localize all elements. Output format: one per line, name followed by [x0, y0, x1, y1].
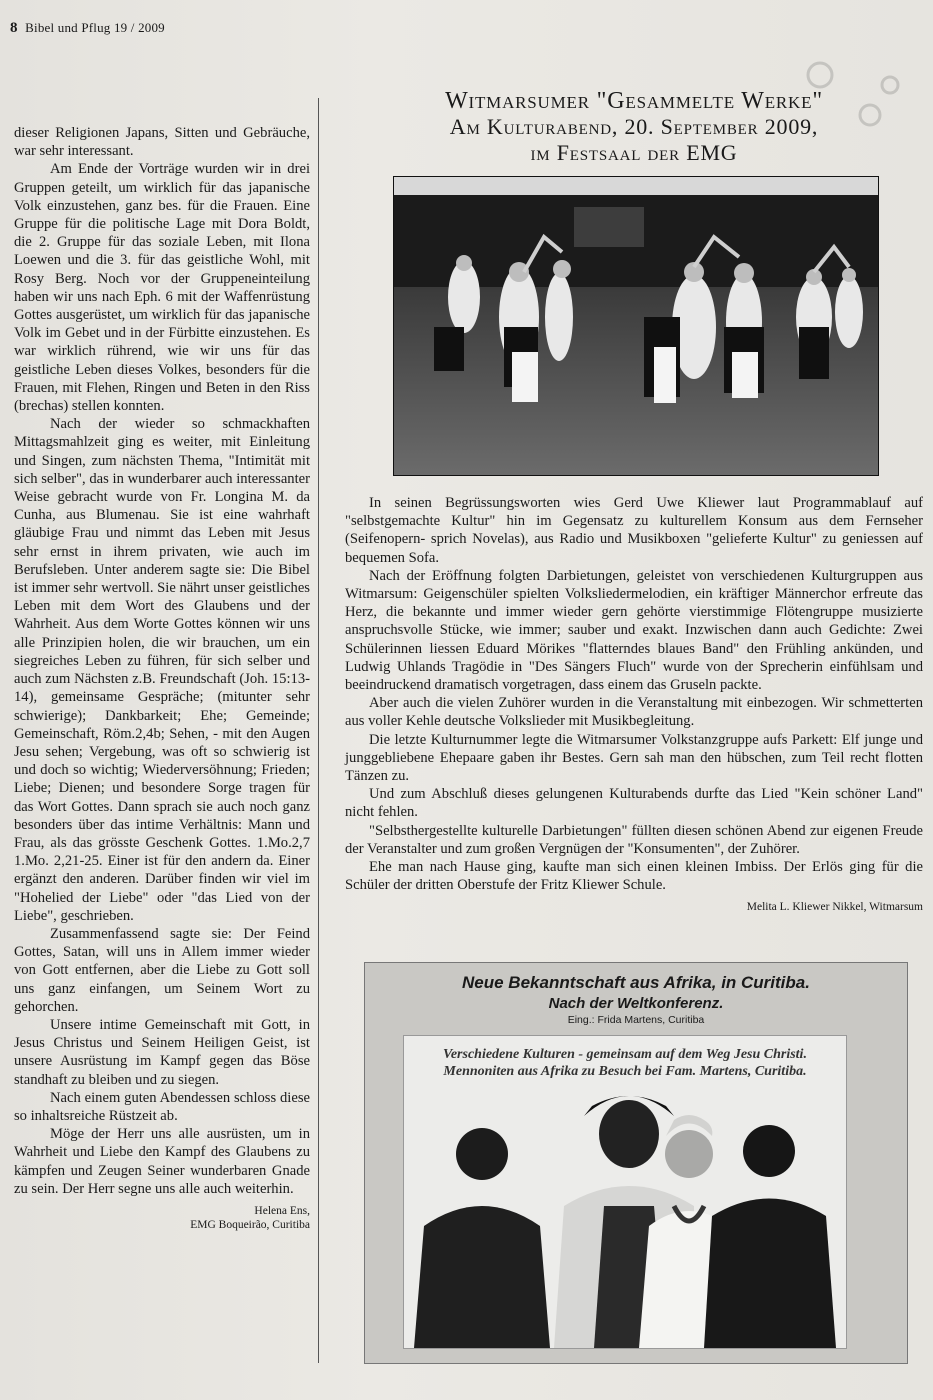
article-paragraph: Und zum Abschluß dieses gelungenen Kulturabends durfte das Lied "Kein schöner Land" nicht fehlen. — [345, 786, 923, 821]
folk-dance-photo — [393, 176, 879, 476]
kulturabend-headline — [345, 88, 923, 166]
left-paragraph: Unsere intime Gemeinschaft mit Gott, in Jesus Christus und Seinem Heiligen Geist, ist unsere Ausrüstung im Kampf gegen das Böse standhaft zu bleiben und zu siegen. — [14, 1016, 310, 1088]
caption-line-2: Mennoniten aus Afrika zu Besuch bei Fam. Martens, Curitiba. — [443, 1064, 807, 1079]
afrika-box-credit: Eing.: Frida Martens, Curitiba — [567, 1014, 705, 1026]
article-paragraph: Nach der Eröffnung folgten Darbietungen, geleistet von verschiedenen Kulturgruppen aus Witmarsum: Geigenschüler spielten Volksliedermelodien, ein kräftiger Männerchor erfreute das Herz, die bekannte und immer wieder gern gehörte vierstimmige Flötengruppe musizierte anspruchsvolle Stücke, wie immer; sauber und exakt. Inzwischen dann auch Gedichte: Zwei Schülerinnen liessen Eduard Mörikes "flatterndes blaues Band" den Frühling ankünden, und Ludwig Uhlands Tragödie in "Des Sängers Fluch" wurde von der Sprecherin einfühlsam und beeindruckend dramatisch vorgetragen, dass einem das Gruseln packte. — [345, 567, 923, 694]
visitors-photo — [403, 1035, 847, 1349]
folk-dance-photo-graphic — [394, 177, 878, 475]
left-paragraph: Zusammenfassend sagte sie: Der Feind Gottes, Satan, will uns in Allem immer wieder von Gott entfernen, aber die Liebe zu Gott soll uns ganz einfangen, um Seinem Wort zu gehorchen. — [14, 925, 310, 1015]
right-column — [345, 88, 923, 914]
article-signature: Melita L. Kliewer Nikkel, Witmarsum — [746, 901, 923, 914]
article-paragraph: "Selbsthergestellte kulturelle Darbietungen" füllten diesen schönen Abend zur eigenen Freude der Veranstalter und zum großen Vergnügen der "Konsumenten", der Zuhörer. — [345, 822, 923, 857]
left-signature — [14, 1204, 310, 1232]
afrika-box-title: Neue Bekanntschaft aus Afrika, in Curitiba. — [462, 973, 810, 992]
left-paragraph: Am Ende der Vorträge wurden wir in drei Gruppen geteilt, um wirklich für das japanische Volk einzustehen, ganz bes. für die Frauen. Eine Gruppe für die politische Lage mit Dora Boldt, die 2. Gruppe für das soziale Leben, mit Ilona Loewen und die 3. für das geistliche Wohl, mit Rosy Berg. Noch vor der Gruppeneinteilung haben wir uns nach Eph. 6 mit der Waffenrüstung Gottes ausgerüstet, um wirklich für das japanische Volk im Gebet und in der Fürbitte einzustehen. Es war wirklich rührend, wie wir uns für das geistliche Leben dieses Volkes, besonders für die Frauen, mit Flehen, Ringen und Beten in den Riss (brechas) stellen konnten. — [14, 161, 310, 415]
left-paragraph: Möge der Herr uns alle ausrüsten, um in Wahrheit und Liebe den Kampf des Glaubens zu kämpfen und Zeugen Seiner wunderbaren Gnade zu sein. Der Herr segne uns alle auch weiterhin. — [14, 1126, 310, 1197]
left-paragraph: dieser Religionen Japans, Sitten und Gebräuche, war sehr interessant. — [14, 125, 310, 160]
left-paragraph: Nach der wieder so schmackhaften Mittagsmahlzeit ging es weiter, mit Einleitung und Singen, zum nächsten Thema, "Intimität mit sich selber", das in wunderbarer auch interessanter Weise gebracht wurde von Fr. Longina M. da Cunha, aus Blumenau. Sie ist eine wahrhaft gläubige Frau und nimmt das Leben mit Jesus sehr ernst in ihrem privaten, wie auch im Berufsleben. Unter anderem sagte sie: Die Bibel ist immer sehr wertvoll. Sie nährt unser geistliches Leben mit dem Wort des Glaubens und der Wahrheit. Aus dem Worte Gottes können wir uns alle Prinzipien holen, die wir brauchen, um ein siegreiches Leben zu führen, für sich selber und auch zum Nächsten z.B. Freundschaft (Joh. 15:13-14), gemeinsame Gespräche; (mitunter sehr schwierige); Dankbarkeit; Ehe; Gemeinde; Gemeinschaft, Röm.2,4b; Sehen, - mit den Augen Jesu sehen; Vergebung, was oft so schwierig ist und doch so wichtig; Wiederversöhnung; Frieden; Liebe; Dienen; und besondere Sorge tragen für das Wort Gottes. Dann sprach sie auch noch ganz besonders über das intime Verhältnis: Mann und Frau, als das grösste Geschenk Gottes. 1.Mo.2,7 1.Mo. 2,21-25. Einer ist für den andern da. Einer ergänzt den anderen. Darüber finden wir viel im "Hohelied der Liebe" oder "das Lied von der Liebe", geschrieben. — [14, 416, 310, 924]
caption-line-1: Verschiedene Kulturen - gemeinsam auf dem Weg Jesu Christi. — [443, 1047, 807, 1062]
kulturabend-article — [345, 494, 923, 917]
headline-line-2: Am Kulturabend, 20. September 2009, — [449, 114, 819, 139]
page-number: 8 — [10, 20, 18, 36]
page-header — [10, 20, 165, 37]
headline-line-3: im Festsaal der EMG — [530, 140, 738, 165]
left-signature-place: EMG Boqueirão, Curitiba — [190, 1218, 310, 1231]
left-column-article — [14, 124, 310, 1232]
column-divider — [318, 98, 319, 1363]
article-paragraph: In seinen Begrüssungsworten wies Gerd Uwe Kliewer laut Programmablauf auf "selbstgemachte Kultur" hin im Gegensatz zu kulturellem Konsum aus dem Fernseher (Seifenopern- sprich Novelas), aus Radio und Musikboxen "gelieferte Kultur" zu geniessen auf bequemen Sofa. — [345, 495, 923, 566]
article-paragraph: Die letzte Kulturnummer legte die Witmarsumer Volkstanzgruppe aufs Parkett: Elf junge und junggebliebene Ehepaare gaben ihr Bestes. Gern sah man den hübschen, zum Teil recht flotten Tänzen zu. — [345, 731, 923, 785]
afrika-box — [364, 962, 908, 1364]
afrika-box-subtitle: Nach der Weltkonferenz. — [548, 995, 724, 1012]
visitors-photo-caption — [404, 1046, 846, 1080]
article-paragraph: Ehe man nach Hause ging, kaufte man sich einen kleinen Imbiss. Der Erlös ging für die Schüler der dritten Oberstufe der Fritz Kliewer Schule. — [345, 859, 923, 894]
article-paragraph: Aber auch die vielen Zuhörer wurden in die Veranstaltung mit einbezogen. Wir schmetterten aus voller Kehle deutsche Volkslieder mit Musikbegleitung. — [345, 695, 923, 730]
headline-line-1: Witmarsumer "Gesammelte Werke" — [445, 88, 823, 114]
visitors-photo-graphic — [404, 1036, 846, 1348]
left-paragraph: Nach einem guten Abendessen schloss diese so inhaltsreiche Rüstzeit ab. — [14, 1089, 310, 1124]
left-signature-name: Helena Ens, — [254, 1204, 310, 1217]
issue-number: 19 / 2009 — [113, 20, 165, 35]
publication-name: Bibel und Pflug — [25, 20, 111, 35]
